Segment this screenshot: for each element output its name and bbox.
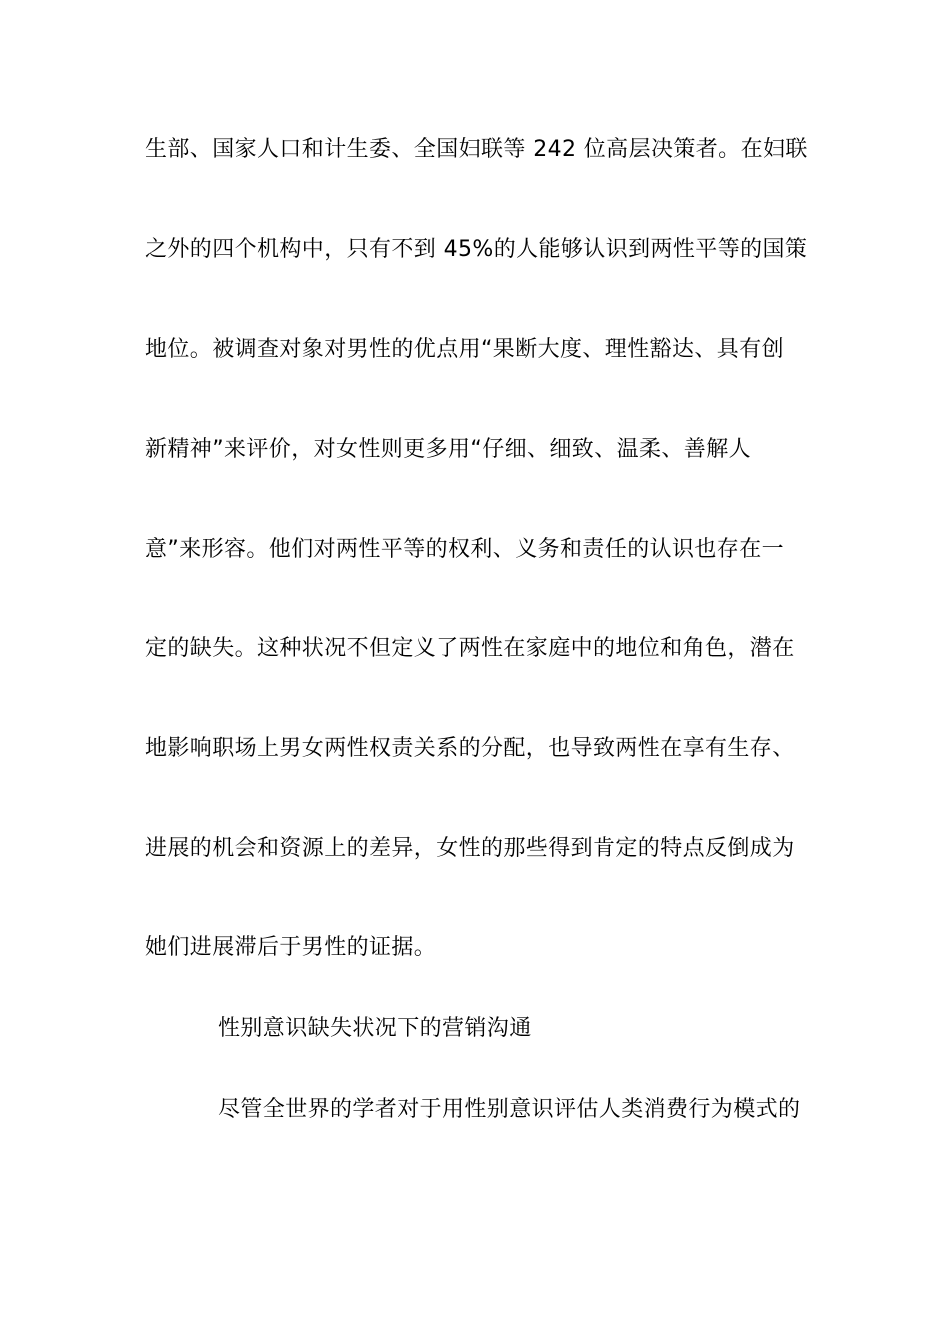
paragraph-line-6: 定的缺失。这种状况不但定义了两性在家庭中的地位和角色，潜在 <box>145 636 795 661</box>
next-paragraph-line-1: 尽管全世界的学者对于用性别意识评估人类消费行为模式的 <box>218 1097 801 1122</box>
paragraph-line-2: 之外的四个机构中，只有不到 45%的人能够认识到两性平等的国策 <box>145 237 808 262</box>
section-heading: 性别意识缺失状况下的营销沟通 <box>218 1016 532 1041</box>
paragraph-line-7: 地影响职场上男女两性权责关系的分配，也导致两性在享有生存、 <box>145 736 795 761</box>
paragraph-line-3: 地位。被调查对象对男性的优点用“果断大度、理性豁达、具有创 <box>145 337 784 362</box>
paragraph-line-4: 新精神”来评价，对女性则更多用“仔细、细致、温柔、善解人 <box>145 437 751 462</box>
paragraph-line-1: 生部、国家人口和计生委、全国妇联等 242 位高层决策者。在妇联 <box>145 137 808 162</box>
paragraph-line-5: 意”来形容。他们对两性平等的权利、义务和责任的认识也存在一 <box>145 537 784 562</box>
paragraph-line-9: 她们进展滞后于男性的证据。 <box>145 935 437 960</box>
paragraph-line-8: 进展的机会和资源上的差异，女性的那些得到肯定的特点反倒成为 <box>145 836 795 861</box>
